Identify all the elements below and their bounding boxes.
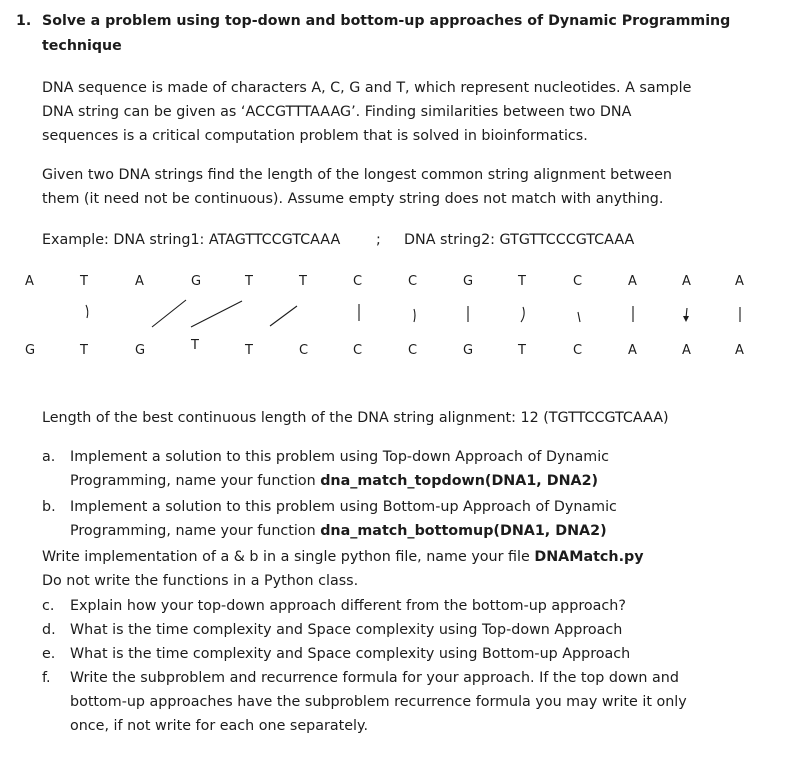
bottom-strand-letter: T (80, 343, 88, 358)
arrow-head (683, 316, 689, 322)
question-title-line1: Solve a problem using top-down and bottom-up approaches of Dynamic Programming (42, 13, 731, 29)
top-strand-letter: A (628, 274, 637, 289)
item-f-label: f. (42, 670, 51, 686)
task-line: them (it need not be continuous). Assume empty string does not match with anything. (42, 191, 664, 207)
file-name: DNAMatch.py (534, 549, 644, 565)
bottom-strand-letter: C (299, 343, 309, 358)
write-instruction (42, 545, 644, 569)
item-f (42, 666, 687, 690)
item-e-text: What is the time complexity and Space complexity using Bottom-up Approach (70, 646, 631, 662)
item-b (42, 495, 617, 543)
bottom-strand-letter: A (682, 343, 691, 358)
match-line (191, 301, 242, 327)
items-c-to-f (42, 594, 687, 738)
item-c (42, 594, 687, 618)
top-strand-letter: A (682, 274, 691, 289)
top-strand-letter: T (299, 274, 307, 289)
top-strand-letter: A (135, 274, 144, 289)
top-strand-letter: G (191, 274, 202, 289)
intro-line: sequences is a critical computation problem that is solved in bioinformatics. (42, 128, 588, 144)
match-line (86, 305, 88, 318)
bottom-strand-letter: T (191, 338, 199, 353)
top-strand-letter: C (408, 274, 418, 289)
task-line: Given two DNA strings find the length of the longest common string alignment between (42, 167, 672, 183)
bottom-strand-letter: A (628, 343, 637, 358)
item-a (42, 445, 609, 493)
question-title-line2: technique (42, 38, 122, 54)
top-strand-letter: C (573, 274, 583, 289)
top-strand-letter: A (25, 274, 34, 289)
no-class-instruction: Do not write the functions in a Python class. (42, 573, 359, 589)
match-line (414, 309, 415, 322)
item-e (42, 642, 687, 666)
item-d (42, 618, 687, 642)
item-a-text: Programming, name your function (70, 473, 321, 489)
top-strand-letter: T (518, 274, 526, 289)
item-c-text: Explain how your top-down approach different from the bottom-up approach? (70, 598, 626, 614)
top-strand-letter: C (353, 274, 363, 289)
result-text: Length of the best continuous length of the DNA string alignment: 12 (TGTTCCGTCAAA) (42, 410, 669, 426)
bottom-strand-letter: A (735, 343, 744, 358)
match-line (578, 312, 580, 322)
function-name-bottomup: dna_match_bottomup(DNA1, DNA2) (320, 523, 607, 539)
item-b-text: Implement a solution to this problem using Bottom-up Approach of Dynamic (70, 499, 617, 515)
item-f-text: bottom-up approaches have the subproblem recurrence formula you may write it only (70, 694, 687, 710)
intro-line: DNA sequence is made of characters A, C, G and T, which represent nucleotides. A sample (42, 80, 692, 96)
top-strand-letter: G (463, 274, 474, 289)
bottom-strand-letter: G (25, 343, 36, 358)
bottom-strand-letter: G (135, 343, 146, 358)
question-number: 1. (16, 13, 32, 29)
match-line (270, 306, 297, 326)
item-a-text: Implement a solution to this problem using Top-down Approach of Dynamic (70, 449, 610, 465)
intro-line: DNA string can be given as ‘ACCGTTTAAAG’. Finding similarities between two DNA (42, 104, 632, 120)
item-d-label: d. (42, 622, 56, 638)
write-text: Write implementation of a & b in a single python file, name your file (42, 549, 535, 565)
example-separator: ; (376, 232, 381, 248)
item-d-text: What is the time complexity and Space complexity using Top-down Approach (70, 622, 623, 638)
bottom-strand-letter: G (463, 343, 474, 358)
top-strand-letter: T (245, 274, 253, 289)
item-f-text: Write the subproblem and recurrence formula for your approach. If the top down and (70, 670, 679, 686)
item-b-text: Programming, name your function (70, 523, 321, 539)
top-strand-letter: T (80, 274, 88, 289)
function-name-topdown: dna_match_topdown(DNA1, DNA2) (320, 473, 599, 489)
top-strand-letter: A (735, 274, 744, 289)
example-string1: Example: DNA string1: ATAGTTCCGTCAAA (42, 232, 341, 248)
bottom-strand-letter: T (518, 343, 526, 358)
item-b-label: b. (42, 499, 56, 515)
match-line (152, 300, 186, 327)
example-string2: DNA string2: GTGTTCCCGTCAAA (404, 232, 635, 248)
bottom-strand-letter: C (573, 343, 583, 358)
bottom-strand-letter: C (408, 343, 418, 358)
match-line (521, 307, 524, 322)
item-f-text: once, if not write for each one separately. (70, 718, 368, 734)
bottom-strand-letter: T (245, 343, 253, 358)
item-e-label: e. (42, 646, 56, 662)
bottom-strand-letter: C (353, 343, 363, 358)
item-a-label: a. (42, 449, 56, 465)
item-c-label: c. (42, 598, 55, 614)
